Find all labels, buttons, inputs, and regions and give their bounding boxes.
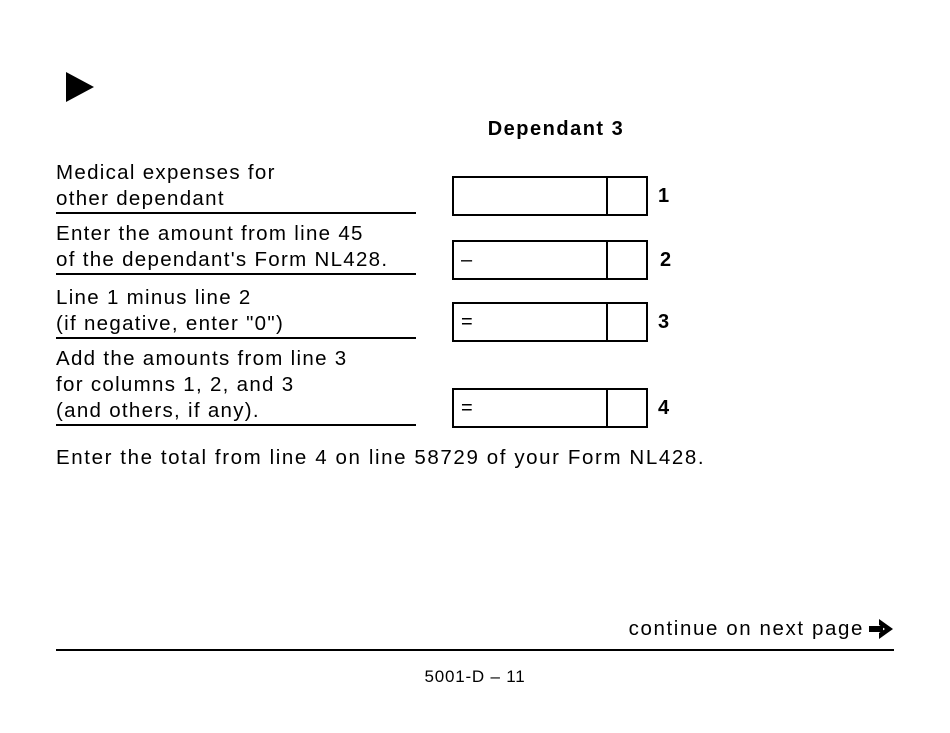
line-3-operator: = <box>461 311 473 333</box>
triangle-right-icon <box>66 72 94 102</box>
continue-text: continue on next page <box>628 617 864 640</box>
line-4-cents-field[interactable] <box>608 390 646 426</box>
line-2-cents-field[interactable] <box>608 242 646 278</box>
page-number: 5001-D – 11 <box>424 667 526 686</box>
instruction-text: Enter the total from line 4 on line 58729 of your Form NL428. <box>56 446 706 469</box>
column-heading: Dependant 3 <box>487 118 625 140</box>
page-divider <box>56 649 894 651</box>
line-3-dollars-field[interactable] <box>454 304 606 340</box>
continue-on-next-page <box>629 617 894 641</box>
line-1-cents-field[interactable] <box>608 178 646 214</box>
line-3-cents-field[interactable] <box>608 304 646 340</box>
line-4-amount-box <box>452 388 648 428</box>
line-2-dollars-field[interactable] <box>454 242 606 278</box>
line-4-dollars-field[interactable] <box>454 390 606 426</box>
line-2-amount-box <box>452 240 648 280</box>
line-4-number: 4 <box>658 397 670 419</box>
line-2-label: Enter the amount from line 45 of the dependant's Form NL428. <box>56 221 416 275</box>
line-2-operator: – <box>461 249 473 271</box>
arrow-right-icon <box>868 618 894 640</box>
line-1-label: Medical expenses for other dependant <box>56 160 416 214</box>
line-1-number: 1 <box>658 185 670 207</box>
line-3-number: 3 <box>658 311 670 333</box>
line-4-label: Add the amounts from line 3 for columns 1, 2, and 3 (and others, if any). <box>56 346 416 426</box>
line-4-operator: = <box>461 397 473 419</box>
line-1-dollars-field[interactable] <box>454 178 606 214</box>
line-1-amount-box <box>452 176 648 216</box>
line-3-amount-box <box>452 302 648 342</box>
line-2-number: 2 <box>660 249 672 271</box>
line-3-label: Line 1 minus line 2 (if negative, enter "0") <box>56 285 416 339</box>
